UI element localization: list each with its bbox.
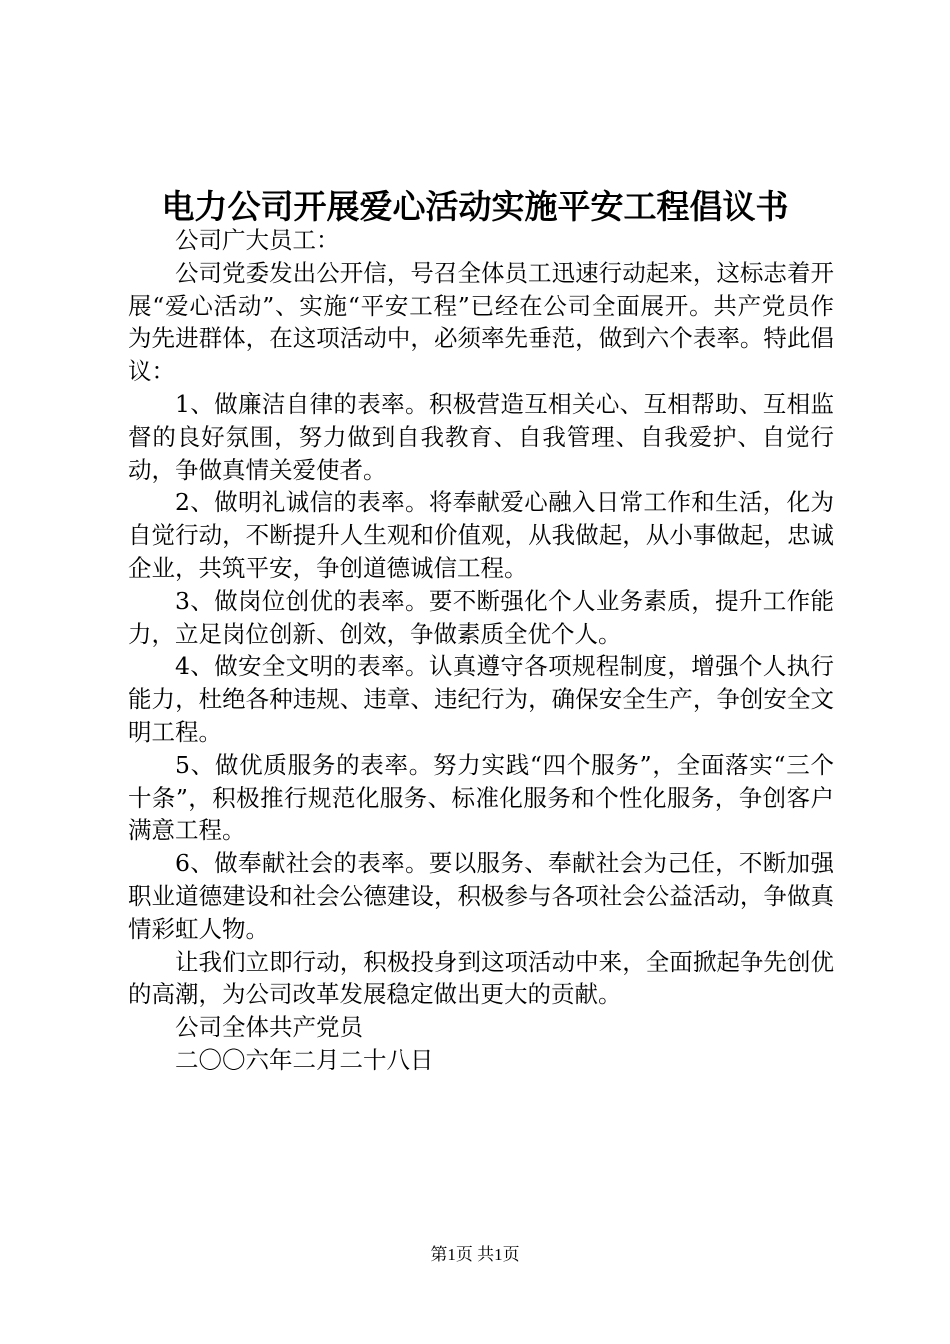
paragraph-item-3: 3、做岗位创优的表率。要不断强化个人业务素质，提升工作能力，立足岗位创新、创效，争做素质全优个人。: [128, 586, 834, 648]
salutation: 公司广大员工：: [175, 226, 340, 254]
paragraph-item-4: 4、做安全文明的表率。认真遵守各项规程制度，增强个人执行能力，杜绝各种违规、违章、违纪行为，确保安全生产，争创安全文明工程。: [128, 652, 834, 746]
paragraph-item-6: 6、做奉献社会的表率。要以服务、奉献社会为己任，不断加强职业道德建设和社会公德建设，积极参与各项社会公益活动，争做真情彩虹人物。: [128, 849, 834, 943]
paragraph-closing: 让我们立即行动，积极投身到这项活动中来，全面掀起争先创优的高潮，为公司改革发展稳定做出更大的贡献。: [128, 947, 834, 1009]
page-footer: 第1页 共1页: [430, 1245, 520, 1264]
paragraph-item-5: 5、做优质服务的表率。努力实践“四个服务”，全面落实“三个十条”，积极推行规范化服务、标准化服务和个性化服务，争创客户满意工程。: [128, 750, 834, 845]
document-title: 电力公司开展爱心活动实施平安工程倡议书: [161, 187, 789, 226]
paragraph-intro: 公司党委发出公开信，号召全体员工迅速行动起来，这标志着开展“爱心活动”、实施“平安工程”已经在公司全面展开。共产党员作为先进群体，在这项活动中，必须率先垂范，做到六个表率。特此倡议：: [128, 258, 834, 386]
signature: 公司全体共产党员: [175, 1013, 363, 1042]
paragraph-item-2: 2、做明礼诚信的表率。将奉献爱心融入日常工作和生活，化为自觉行动，不断提升人生观和价值观，从我做起，从小事做起，忠诚企业，共筑平安，争创道德诚信工程。: [128, 488, 834, 582]
document-body: [128, 224, 834, 1077]
paragraph-item-1: 1、做廉洁自律的表率。积极营造互相关心、互相帮助、互相监督的良好氛围，努力做到自我教育、自我管理、自我爱护、自觉行动，争做真情关爱使者。: [128, 389, 834, 484]
date: 二〇〇六年二月二十八日: [175, 1045, 434, 1074]
